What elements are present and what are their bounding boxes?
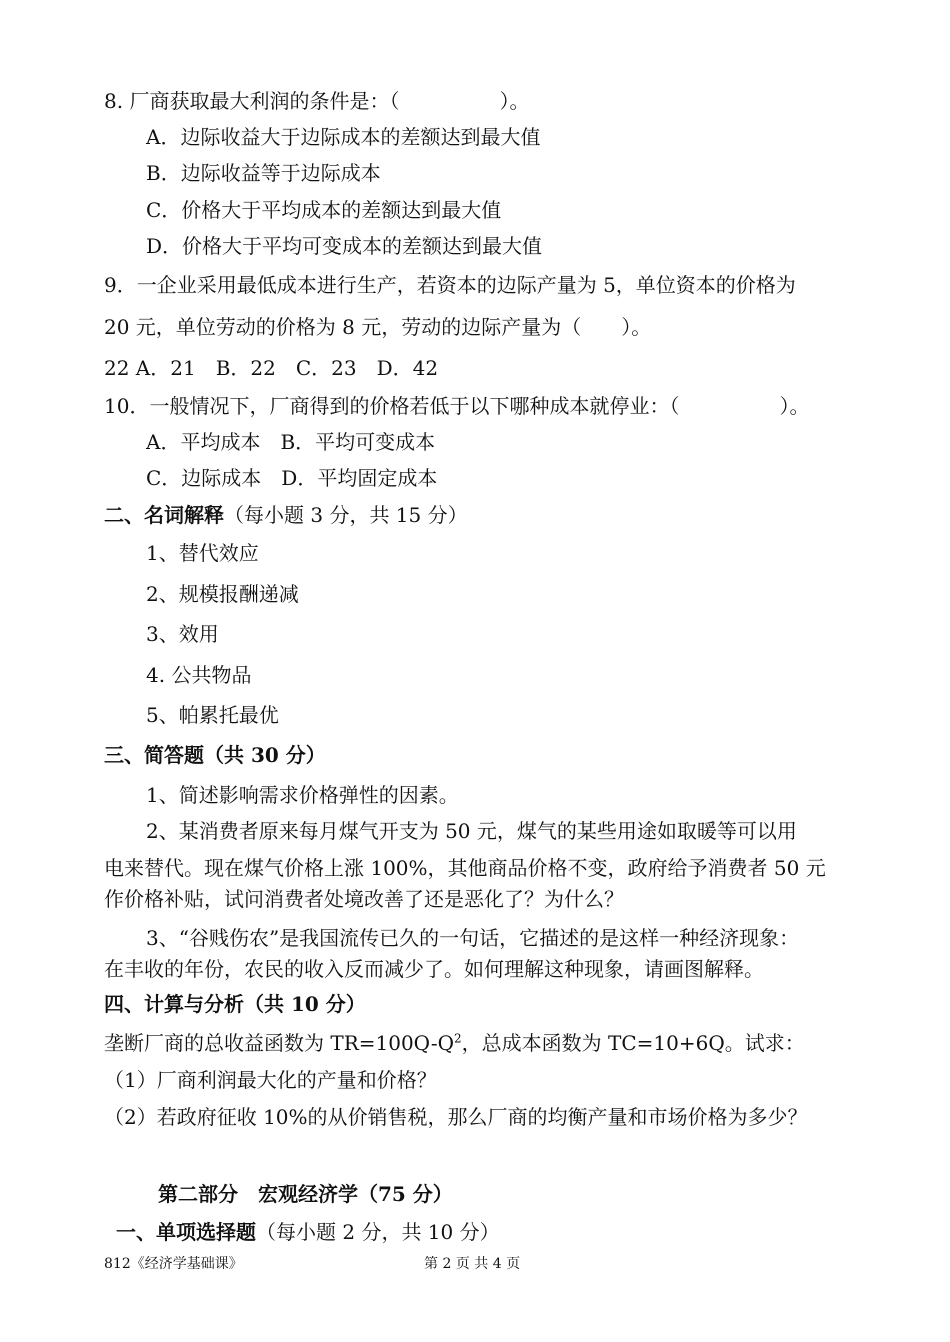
question-10-options-line2: C．边际成本 D．平均固定成本 xyxy=(146,466,438,490)
term-item: 1、替代效应 xyxy=(146,541,259,565)
section-terms-heading xyxy=(104,502,468,528)
footer-course: 812《经济学基础课》 xyxy=(104,1256,243,1272)
short-answer-q2-line1: 2、某消费者原来每月煤气开支为 50 元，煤气的某些用途如取暖等可以用 xyxy=(146,819,797,843)
question-10-options-line1: A．平均成本 B．平均可变成本 xyxy=(146,430,436,454)
short-answer-q2-line3: 作价格补贴，试问消费者处境改善了还是恶化了？为什么？ xyxy=(104,887,624,911)
term-item: 4. 公共物品 xyxy=(146,663,252,687)
term-item: 2、规模报酬递减 xyxy=(146,582,299,606)
part-two-section1-heading xyxy=(116,1219,500,1245)
part-two-section1-note: （每小题 2 分，共 10 分） xyxy=(256,1220,500,1244)
question-8-option-a: A．边际收益大于边际成本的差额达到最大值 xyxy=(146,125,541,149)
part-two-section1-title: 一、单项选择题 xyxy=(116,1220,256,1244)
calculation-intro-revenue: 垄断厂商的总收益函数为 TR=100Q-Q xyxy=(104,1031,454,1055)
calculation-intro-exponent: 2 xyxy=(453,1031,462,1046)
part-two-title: 第二部分 宏观经济学（75 分） xyxy=(158,1182,453,1206)
term-item: 5、帕累托最优 xyxy=(146,703,279,727)
section-terms-title: 二、名词解释 xyxy=(104,503,224,527)
calculation-intro xyxy=(104,1030,805,1056)
question-9-options: 22 A．21 B．22 C．23 D．42 xyxy=(104,356,439,380)
short-answer-q3-line1: 3、“谷贱伤农”是我国流传已久的一句话，它描述的是这样一种经济现象： xyxy=(146,926,800,950)
section-terms-note: （每小题 3 分，共 15 分） xyxy=(224,503,468,527)
section-calculation-heading: 四、计算与分析（共 10 分） xyxy=(104,992,366,1016)
question-10-stem: 10．一般情况下，厂商得到的价格若低于以下哪种成本就停业：（ ）。 xyxy=(104,394,810,418)
calculation-intro-cost: ，总成本函数为 TC=10+6Q。试求： xyxy=(461,1031,805,1055)
calculation-q2: （2）若政府征收 10%的从价销售税，那么厂商的均衡产量和市场价格为多少？ xyxy=(104,1105,808,1129)
question-8-option-c: C．价格大于平均成本的差额达到最大值 xyxy=(146,198,502,222)
short-answer-q1: 1、简述影响需求价格弹性的因素。 xyxy=(146,783,459,807)
short-answer-q3-line2: 在丰收的年份，农民的收入反而减少了。如何理解这种现象，请画图解释。 xyxy=(104,957,764,981)
question-9-stem-line1: 9．一企业采用最低成本进行生产，若资本的边际产量为 5，单位资本的价格为 xyxy=(104,273,796,297)
short-answer-q2-line2: 电来替代。现在煤气价格上涨 100%，其他商品价格不变，政府给予消费者 50 元 xyxy=(104,856,826,880)
question-8-option-b: B．边际收益等于边际成本 xyxy=(146,161,381,185)
footer-page-number: 第 2 页 共 4 页 xyxy=(424,1256,521,1272)
question-8-option-d: D．价格大于平均可变成本的差额达到最大值 xyxy=(146,234,543,258)
section-short-answer-heading: 三、简答题（共 30 分） xyxy=(104,743,326,767)
question-9-stem-line2: 20 元，单位劳动的价格为 8 元，劳动的边际产量为（ ）。 xyxy=(104,315,652,339)
term-item: 3、效用 xyxy=(146,622,219,646)
calculation-q1: （1）厂商利润最大化的产量和价格？ xyxy=(104,1068,437,1092)
question-8-stem: 8. 厂商获取最大利润的条件是：（ ）。 xyxy=(104,89,530,113)
